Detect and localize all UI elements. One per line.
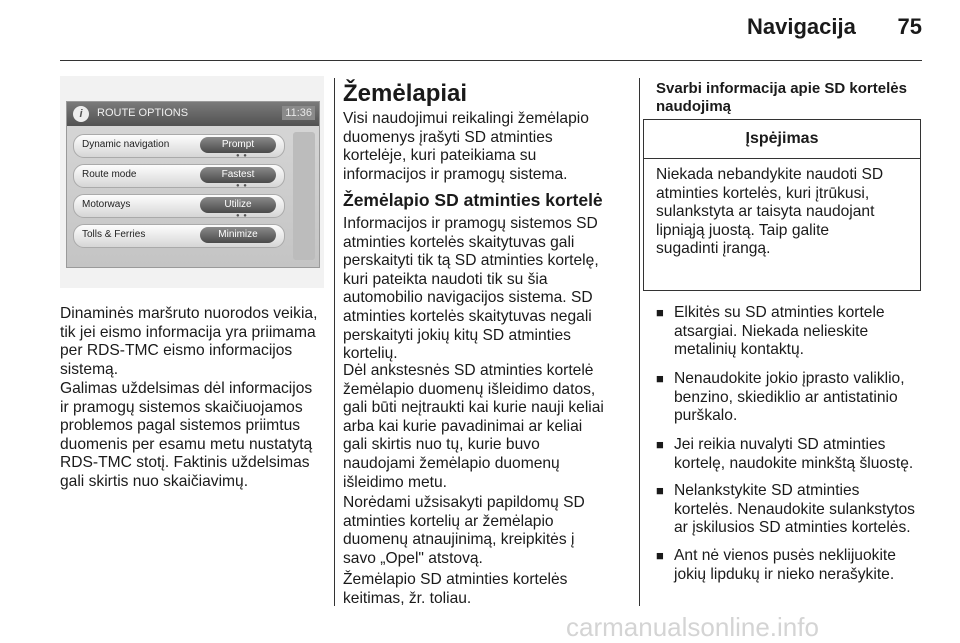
subheading-sd-usage bbox=[656, 80, 926, 116]
text-line: Galimas uždelsimas dėl informacijos bbox=[60, 380, 313, 397]
text-line: arba kai kurie pavadinimai ar keliai bbox=[343, 417, 583, 435]
text-line: informacijos ir pramogų sistema. bbox=[343, 165, 568, 183]
text-line: Elkitės su SD atminties kortele bbox=[674, 304, 885, 321]
text-line: Nenaudokite jokio įprasto valiklio, bbox=[674, 370, 905, 387]
text-line: Dėl ankstesnės SD atminties kortelė bbox=[343, 362, 594, 379]
option-label: Motorways bbox=[82, 199, 131, 210]
text-line: ar įskilusios SD atminties kortelės. bbox=[674, 519, 911, 537]
text-line: Jei reikia nuvalyti SD atminties bbox=[674, 436, 886, 453]
page-header-title: Navigacija bbox=[747, 14, 856, 39]
option-row-route-mode bbox=[73, 164, 285, 188]
text-line: Nelankstykite SD atminties bbox=[674, 482, 860, 499]
text-line: benzino, skiedikliо ar antistatinio bbox=[674, 388, 898, 406]
option-value-pill: Prompt bbox=[200, 137, 276, 153]
warning-box bbox=[643, 119, 921, 291]
paragraph-sd-reader bbox=[343, 215, 599, 364]
bullet-square-icon: ■ bbox=[656, 483, 664, 498]
option-label: Tolls & Ferries bbox=[82, 229, 146, 240]
text-line: Ant nė vienos pusės neklijuokite bbox=[674, 547, 896, 564]
paragraph-order-cards bbox=[343, 494, 585, 568]
paragraph-card-change bbox=[343, 571, 567, 608]
option-value-pill: Minimize bbox=[200, 227, 276, 243]
paragraph-release-date bbox=[343, 362, 604, 492]
bullet-text bbox=[674, 436, 913, 473]
text-line: kortelėje, kuri pateikiama su bbox=[343, 147, 537, 165]
text-line: kortelių. bbox=[343, 345, 398, 363]
text-line: RDS-TMC stotį. Faktinis uždelsimas bbox=[60, 454, 310, 472]
subheading-sd-card: Žemėlapio SD atminties kortelė bbox=[343, 190, 603, 210]
screen-scroll-panel bbox=[293, 132, 315, 260]
text-line: sulankstyta ar taisyta naudojant bbox=[656, 203, 875, 221]
warning-title: Įspėjimas bbox=[644, 120, 920, 159]
text-line: duomenys įrašyti SD atminties bbox=[343, 128, 553, 146]
option-dots-icon: ● ● bbox=[236, 153, 248, 159]
text-line: atsargiai. Niekada nelieskite bbox=[674, 322, 869, 340]
text-line: sistemą. bbox=[60, 360, 119, 378]
text-line: tik jei eismo informacija yra priimama bbox=[60, 323, 316, 341]
text-line: kortelės. Nenaudokite sulankstytos bbox=[674, 500, 915, 518]
text-line: Informacijos ir pramogų sistemos SD bbox=[343, 215, 598, 232]
text-line: Žemėlapio SD atminties kortelės bbox=[343, 571, 568, 588]
warning-text bbox=[656, 166, 883, 259]
text-line: kortelę, naudokite minkštą šluostę. bbox=[674, 454, 914, 472]
text-line: gali skirtis nuo tų, kurie buvo bbox=[343, 436, 540, 454]
page-number: 75 bbox=[897, 14, 922, 39]
text-line: Norėdami užsisakyti papildomų SD bbox=[343, 494, 585, 511]
text-line: perskaityti jokių kitų SD atminties bbox=[343, 326, 571, 344]
text-line: kuri pateikta naudoti tik su šia bbox=[343, 270, 548, 288]
text-line: savo „Opel" atstovą. bbox=[343, 549, 483, 567]
option-label: Route mode bbox=[82, 169, 137, 180]
text-line: ir pramogų sistemos skaičiuojamos bbox=[60, 398, 303, 416]
text-line: duomenis per esamu metu nustatytą bbox=[60, 435, 313, 453]
option-row-tolls-ferries bbox=[73, 224, 285, 248]
text-line: išleidimo metu. bbox=[343, 473, 447, 491]
bullet-text bbox=[674, 304, 885, 360]
text-line: atminties kortelės skaitytuvas negali bbox=[343, 307, 592, 325]
text-line: jokių lipdukų ir nieko nerašykite. bbox=[674, 565, 895, 583]
info-icon: i bbox=[73, 106, 89, 122]
route-options-figure bbox=[60, 76, 324, 288]
bullet-text bbox=[674, 482, 915, 538]
text-line: per RDS-TMC eismo informacijos bbox=[60, 342, 293, 360]
paragraph-delay bbox=[60, 380, 312, 492]
text-line: sugadinti įrangą. bbox=[656, 240, 771, 258]
option-dots-icon: ● ● bbox=[236, 183, 248, 189]
option-row-dynamic-navigation bbox=[73, 134, 285, 158]
text-line: duomenų atnaujinimą, kreipkitės į bbox=[343, 531, 575, 549]
section-heading-maps: Žemėlapiai bbox=[343, 80, 468, 107]
bullet-square-icon: ■ bbox=[656, 548, 664, 563]
option-row-motorways bbox=[73, 194, 285, 218]
text-line: automobilio navigacijos sistema. SD bbox=[343, 289, 593, 307]
bullet-square-icon: ■ bbox=[656, 305, 664, 320]
text-line: purškalo. bbox=[674, 407, 738, 425]
text-line: žemėlapio duomenų išleidimo datos, bbox=[343, 380, 596, 398]
watermark: carmanualsonline.info bbox=[566, 612, 819, 642]
column-divider-2 bbox=[639, 78, 640, 606]
option-value-pill: Utilize bbox=[200, 197, 276, 213]
paragraph-dynamic-guidance bbox=[60, 305, 317, 379]
text-line: naudojami žemėlapio duomenų bbox=[343, 454, 560, 472]
text-line: Svarbi informacija apie SD kortelės bbox=[656, 80, 907, 97]
bullet-text bbox=[674, 547, 896, 584]
text-line: Visi naudojimui reikalingi žemėlapio bbox=[343, 110, 589, 127]
text-line: perskaityti tik tą SD atminties kortelę, bbox=[343, 252, 599, 270]
option-value-pill: Fastest bbox=[200, 167, 276, 183]
header-rule bbox=[60, 60, 922, 61]
bullet-text bbox=[674, 370, 905, 426]
bullet-square-icon: ■ bbox=[656, 371, 664, 386]
bullet-square-icon: ■ bbox=[656, 437, 664, 452]
text-line: lipniąją juostą. Taip galite bbox=[656, 221, 830, 239]
text-line: Niekada nebandykite naudoti SD bbox=[656, 166, 884, 183]
screen-clock: 11:36 bbox=[282, 106, 315, 120]
text-line: atminties kortelės, kuri įtrūkusi, bbox=[656, 184, 870, 202]
option-dots-icon: ● ● bbox=[236, 213, 248, 219]
screen-title: ROUTE OPTIONS bbox=[97, 107, 189, 119]
option-label: Dynamic navigation bbox=[82, 139, 170, 150]
route-options-screen bbox=[66, 101, 320, 268]
text-line: Dinaminės maršruto nuorodos veikia, bbox=[60, 305, 318, 322]
text-line: metalinių kontaktų. bbox=[674, 341, 805, 359]
text-line: atminties kortelės skaitytuvas gali bbox=[343, 233, 575, 251]
screen-title-bar bbox=[67, 102, 319, 126]
text-line: atminties kortelių ar žemėlapio bbox=[343, 512, 554, 530]
column-divider-1 bbox=[334, 78, 335, 606]
text-line: problemos pagal sistemos priimtus bbox=[60, 417, 301, 435]
paragraph-maps-intro bbox=[343, 110, 589, 184]
text-line: keitimas, žr. toliau. bbox=[343, 589, 472, 607]
text-line: naudojimą bbox=[656, 98, 732, 115]
text-line: gali skirtis nuo skaičiavimų. bbox=[60, 472, 249, 490]
text-line: gali būti neįtraukti kai kurie nauji keliai bbox=[343, 399, 604, 417]
